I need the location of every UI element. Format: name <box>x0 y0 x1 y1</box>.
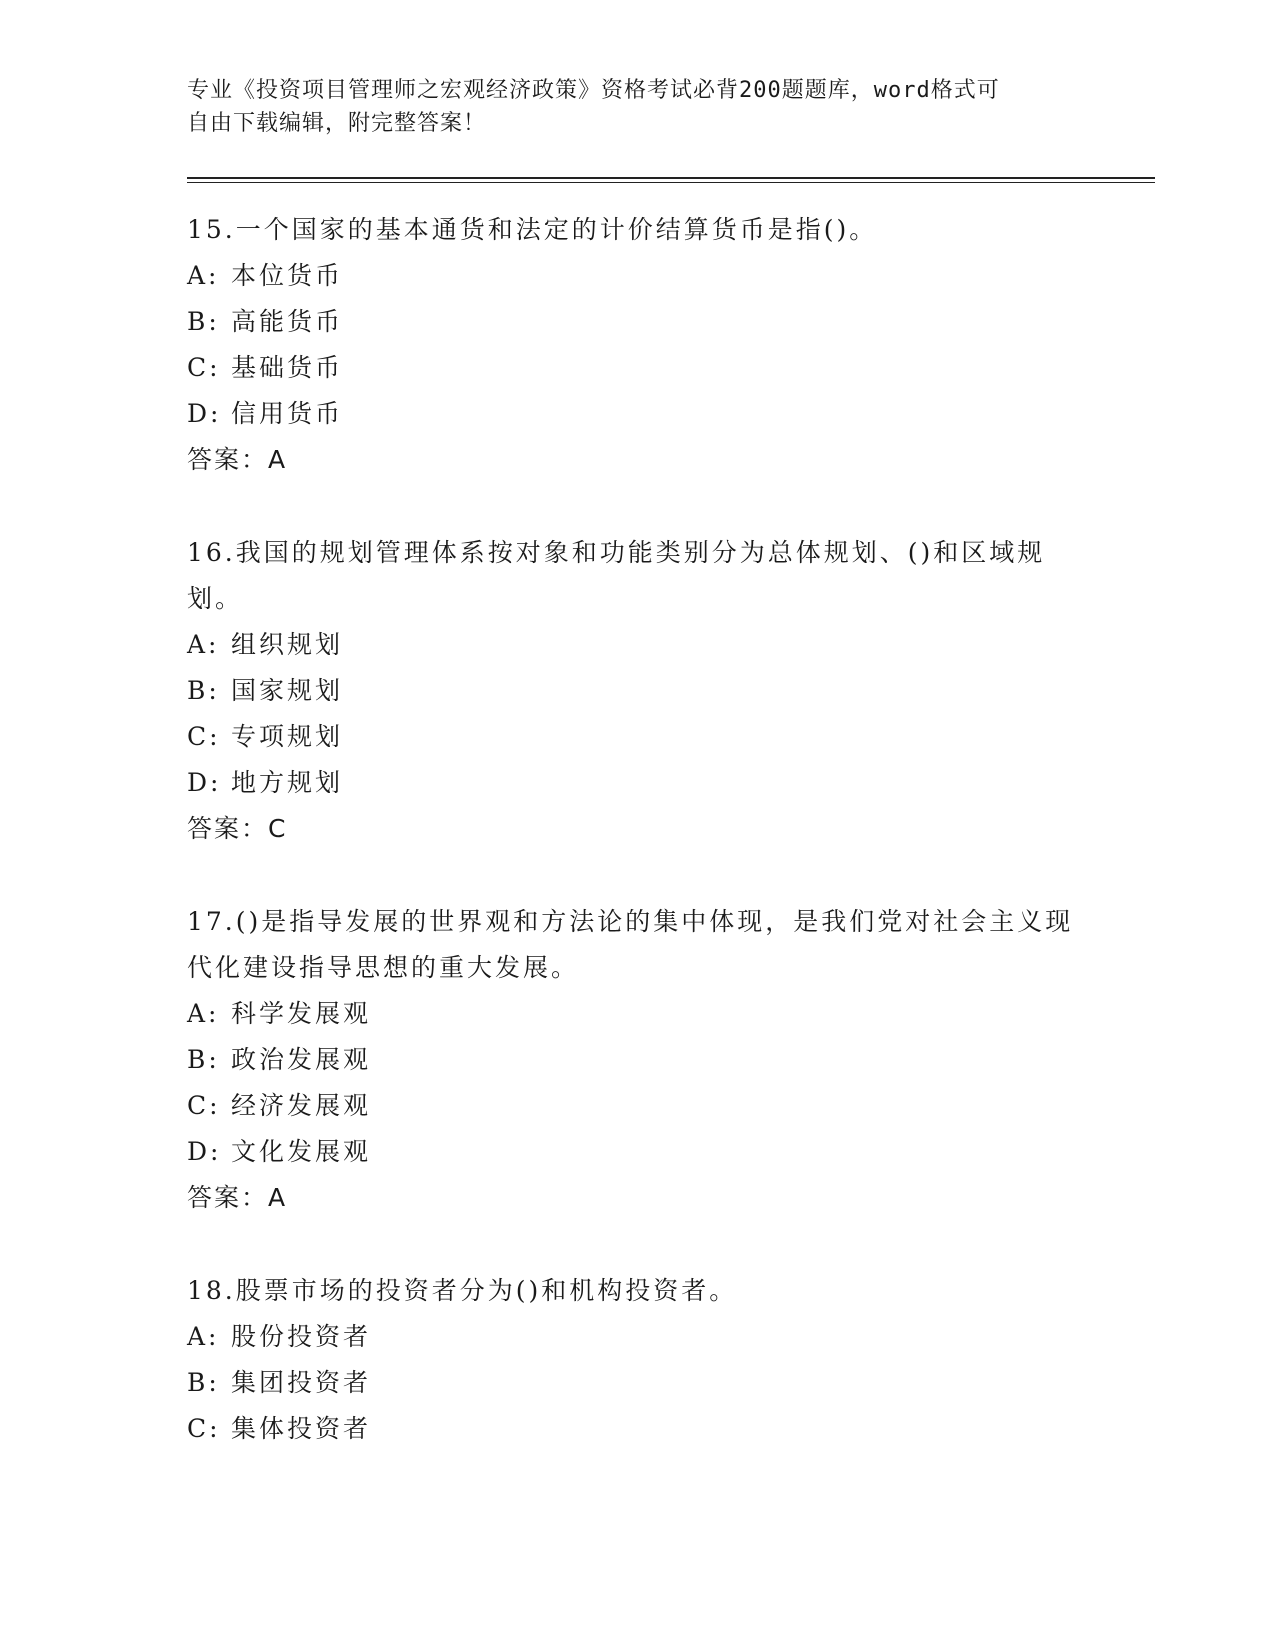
option-text: 集团投资者 <box>231 1368 372 1397</box>
option-letter: C: <box>187 1414 221 1443</box>
question-stem: 15.一个国家的基本通货和法定的计价结算货币是指()。 <box>187 215 878 244</box>
option-b <box>187 1037 1087 1083</box>
option-letter: C: <box>187 1091 221 1120</box>
question-stem: 18.股票市场的投资者分为()和机构投资者。 <box>187 1276 738 1305</box>
header-divider-thin <box>187 182 1155 183</box>
question-16 <box>187 530 1087 852</box>
option-b <box>187 1360 1087 1406</box>
option-letter: A: <box>187 630 220 659</box>
option-letter: D: <box>187 399 222 428</box>
option-d <box>187 760 1087 806</box>
question-list <box>187 207 1087 1499</box>
header-divider-thick <box>187 177 1155 179</box>
option-letter: C: <box>187 353 221 382</box>
option-c <box>187 1406 1087 1452</box>
option-text: 高能货币 <box>231 307 344 336</box>
option-text: 股份投资者 <box>231 1322 372 1351</box>
option-letter: A: <box>187 999 220 1028</box>
answer-line: 答案：C <box>187 814 288 843</box>
option-text: 国家规划 <box>231 676 344 705</box>
option-a <box>187 253 1087 299</box>
option-c <box>187 1083 1087 1129</box>
option-a <box>187 991 1087 1037</box>
option-c <box>187 714 1087 760</box>
answer-line: 答案：A <box>187 1183 288 1212</box>
option-letter: D: <box>187 1137 222 1166</box>
option-letter: B: <box>187 1045 220 1074</box>
option-a <box>187 622 1087 668</box>
option-d <box>187 1129 1087 1175</box>
option-text: 本位货币 <box>231 261 344 290</box>
option-text: 科学发展观 <box>231 999 372 1028</box>
option-letter: B: <box>187 307 220 336</box>
option-letter: A: <box>187 1322 220 1351</box>
question-stem: 17.()是指导发展的世界观和方法论的集中体现，是我们党对社会主义现代化建设指导思想的重大发展。 <box>187 907 1074 982</box>
option-text: 专项规划 <box>231 722 344 751</box>
header-line-1: 专业《投资项目管理师之宏观经济政策》资格考试必背200题题库，word格式可 <box>187 78 1000 103</box>
header-line-2: 自由下载编辑，附完整答案！ <box>187 111 487 136</box>
option-text: 文化发展观 <box>231 1137 372 1166</box>
option-letter: B: <box>187 676 220 705</box>
option-letter: A: <box>187 261 220 290</box>
answer-line: 答案：A <box>187 445 288 474</box>
option-text: 政治发展观 <box>231 1045 372 1074</box>
option-text: 集体投资者 <box>231 1414 372 1443</box>
option-text: 基础货币 <box>231 353 344 382</box>
option-c <box>187 345 1087 391</box>
option-text: 地方规划 <box>231 768 344 797</box>
option-b <box>187 299 1087 345</box>
option-text: 组织规划 <box>231 630 344 659</box>
question-18 <box>187 1268 1087 1452</box>
option-text: 经济发展观 <box>231 1091 372 1120</box>
option-letter: D: <box>187 768 222 797</box>
option-a <box>187 1314 1087 1360</box>
question-stem: 16.我国的规划管理体系按对象和功能类别分为总体规划、()和区域规划。 <box>187 538 1046 613</box>
option-letter: B: <box>187 1368 220 1397</box>
question-17 <box>187 899 1087 1221</box>
document-header <box>187 74 1067 140</box>
option-letter: C: <box>187 722 221 751</box>
question-15 <box>187 207 1087 483</box>
option-d <box>187 391 1087 437</box>
option-text: 信用货币 <box>231 399 344 428</box>
option-b <box>187 668 1087 714</box>
